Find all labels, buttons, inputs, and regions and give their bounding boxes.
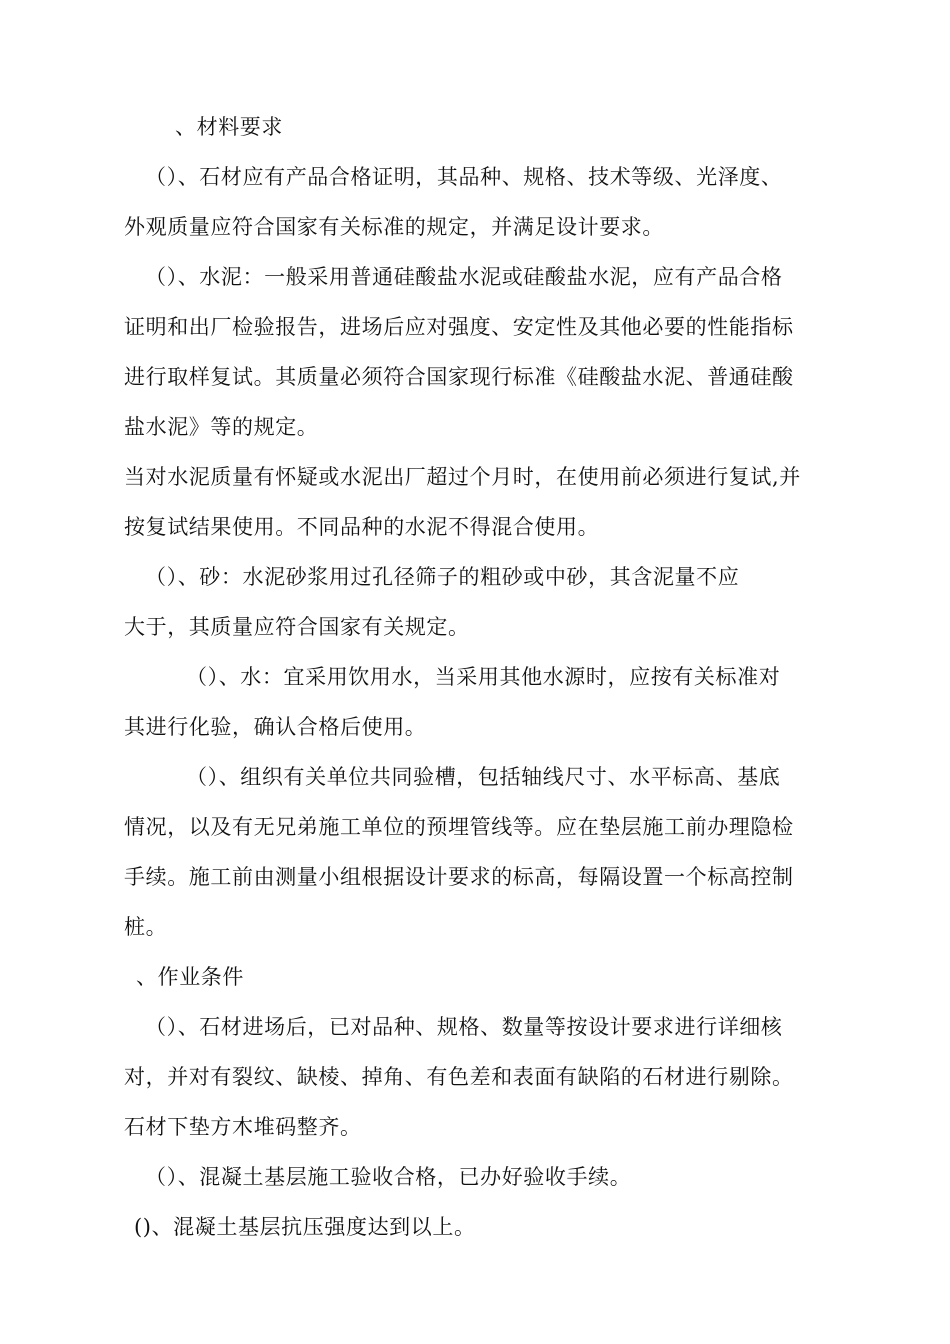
paragraph-line: 大于，其质量应符合国家有关规定。: [124, 615, 470, 639]
paragraph-line: 当对水泥质量有怀疑或水泥出厂超过个月时，在使用前必须进行复试,并: [124, 465, 801, 489]
section-heading-material-requirements: 、材料要求: [175, 115, 283, 139]
paragraph-line: 盐水泥》等的规定。: [124, 415, 319, 439]
section-heading-work-conditions: 、作业条件: [136, 965, 244, 989]
paragraph-line: （）、组织有关单位共同验槽，包括轴线尺寸、水平标高、基底: [186, 765, 781, 789]
paragraph-line: 进行取样复试。其质量必须符合国家现行标准《硅酸盐水泥、普通硅酸: [124, 365, 794, 389]
paragraph-line: 其进行化验，确认合格后使用。: [124, 715, 427, 739]
paragraph-line: 情况，以及有无兄弟施工单位的预埋管线等。应在垫层施工前办理隐检: [124, 815, 794, 839]
paragraph-line: 外观质量应符合国家有关标准的规定，并满足设计要求。: [124, 215, 664, 239]
paragraph-line: 按复试结果使用。不同品种的水泥不得混合使用。: [124, 515, 600, 539]
paragraph-line: （）、石材应有产品合格证明，其品种、规格、技术等级、光泽度、: [145, 165, 783, 189]
paragraph-line: ()、混凝土基层抗压强度达到以上。: [134, 1215, 476, 1239]
paragraph-line: 石材下垫方木堆码整齐。: [124, 1115, 362, 1139]
paragraph-line: （）、水：宜采用饮用水，当采用其他水源时，应按有关标准对: [186, 665, 781, 689]
paragraph-line: （）、石材进场后，已对品种、规格、数量等按设计要求进行详细核: [145, 1015, 783, 1039]
paragraph-line: 对，并对有裂纹、缺棱、掉角、有色差和表面有缺陷的石材进行剔除。: [124, 1065, 794, 1089]
paragraph-line: （）、砂：水泥砂浆用过孔径筛子的粗砂或中砂，其含泥量不应: [145, 565, 740, 589]
paragraph-line: （）、混凝土基层施工验收合格，已办好验收手续。: [145, 1165, 632, 1189]
paragraph-line: 手续。施工前由测量小组根据设计要求的标高，每隔设置一个标高控制: [124, 865, 794, 889]
paragraph-line: （）、水泥：一般采用普通硅酸盐水泥或硅酸盐水泥，应有产品合格: [145, 265, 783, 289]
paragraph-line: 证明和出厂检验报告，进场后应对强度、安定性及其他必要的性能指标: [124, 315, 794, 339]
paragraph-line: 桩。: [124, 915, 168, 939]
